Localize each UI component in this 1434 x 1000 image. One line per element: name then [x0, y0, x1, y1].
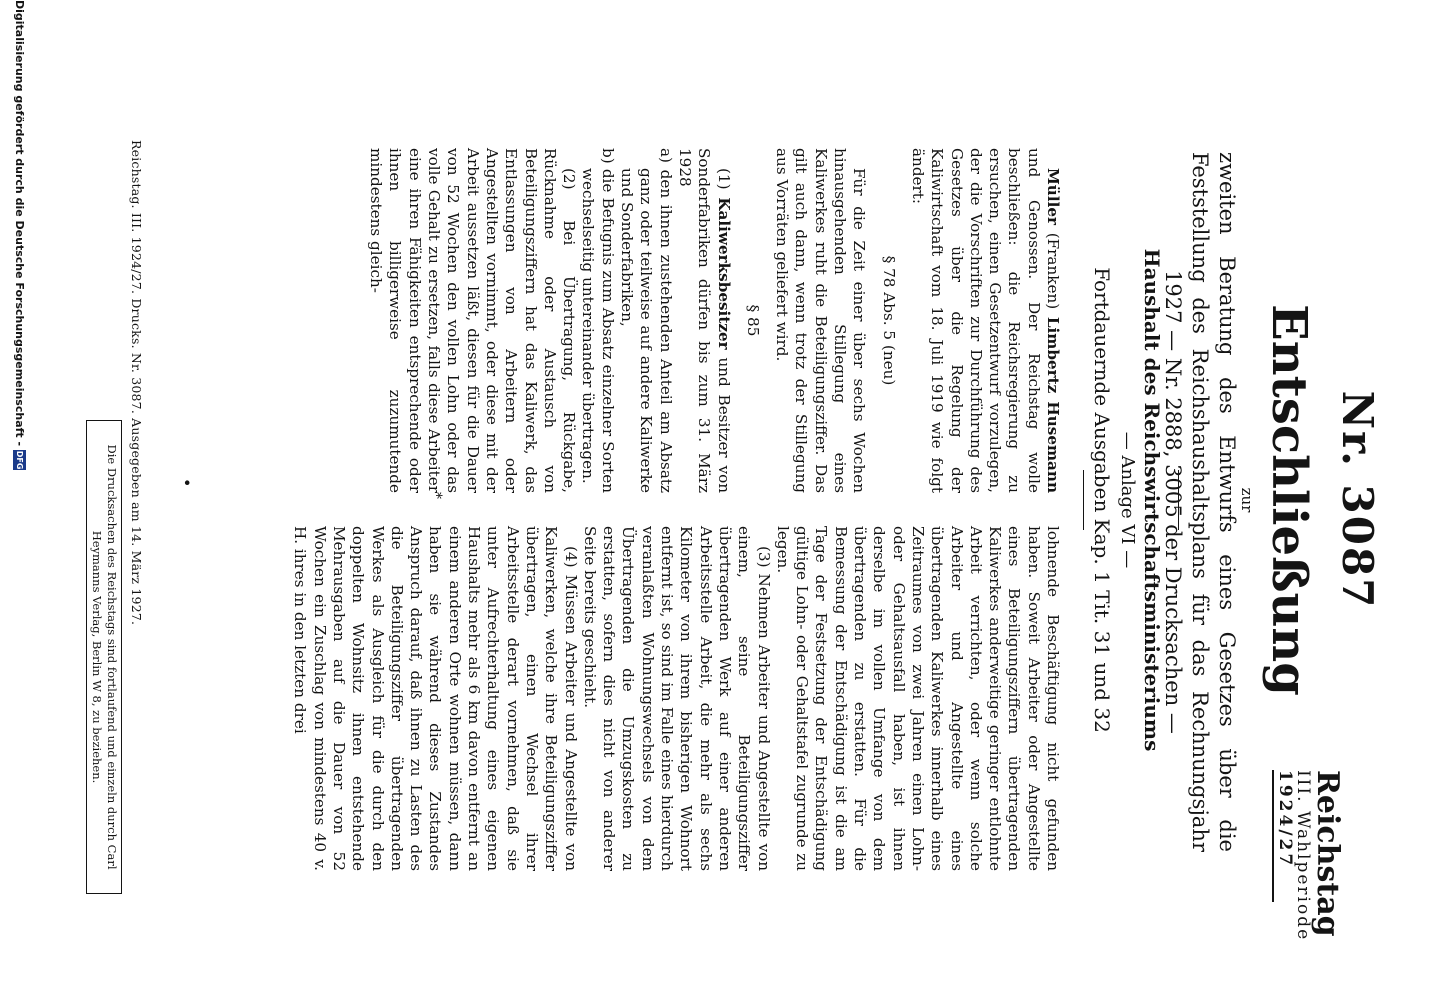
dfg-logo-icon: DFG: [15, 450, 24, 470]
asterisk-mark: *: [428, 492, 444, 499]
document-title: Entschließung: [1261, 304, 1317, 696]
left-column: [366, 148, 1062, 493]
right-column: [290, 526, 1062, 871]
institution-name: Reichstag: [1310, 770, 1345, 937]
annex-label: — Anlage VI —: [1117, 431, 1138, 569]
divider: [1083, 470, 1084, 530]
expenditure-line: Fortdauernde Ausgaben Kap. 1 Tit. 31 und 32: [1090, 267, 1114, 733]
publisher-notice: Die Drucksachen des Reichstags sind fortlaufend und einzeln durch Carl Heymanns Verlag, Berlin W 8, zu beziehen.: [86, 420, 122, 894]
paragraph-85-2: (2) Bei Übertragung, Rückgabe, Rücknahme oder Austausch von Beteiligungsziffern hat das Kaliwerk, das Entlassungen von Arbeitern oder Angestellten vornimmt, oder diese mit der Arbeit aussetzen läßt, diesen für die Dauer von 52 Wochen den vollen Lohn oder das volle Gehalt zu ersetzen, falls diese Arbeiter eine ihren Fähigkeiten entsprechende oder ihnen billigerweise zuzumutende mindestens gleich-: [367, 148, 579, 493]
bullet-mark: •: [177, 478, 196, 488]
legislative-period: III. Wahlperiode: [1293, 770, 1313, 942]
document-subject: zweiten Beratung des Entwurfs eines Gesetzes über die Feststellung des Reichshaushaltsplans für das Rechnungsjahr 1927 — Nr. 2888, 3005 der Drucksachen —: [1161, 152, 1239, 852]
digitization-credit: [13, 0, 26, 1000]
title-connector: zur: [1238, 487, 1256, 513]
list-item-b: b) die Befugnis zum Absatz einzelner Sorten wechselseitig untereinander übertragen.: [579, 148, 617, 493]
paragraph-78: Für die Zeit einer über sechs Wochen hinausgehenden Stillegung eines Kaliwerkes ruht die Beteiligungsziffer. Das gilt auch dann, wenn trotz der Stillegung aus Vorräten geliefert wird.: [773, 148, 869, 493]
paragraph-4: (4) Müssen Arbeiter und Angestellte von Kaliwerken, welche ihre Beteiligungsziffer übertragen, einen Wechsel ihrer Arbeitsstelle derart vornehmen, daß sie unter Aufrechterhaltung eines eigenen Haushalts mehr als 6 km davon entfernt an einem anderen Orte wohnen müssen, dann haben sie während dieses Zustandes Anspruch darauf, daß ihnen zu Lasten des die Beteiligungsziffer übertragenden Werkes als Ausgleich für die durch den doppelten Wohnsitz ihnen entstehende Mehrausgaben auf die Dauer von 52 Wochen ein Zuschlag von mindestens 40 v. H. ihres in den letzten drei: [291, 526, 580, 871]
list-item-a: a) den ihnen zustehenden Anteil am Absatz ganz oder teilweise auf andere Kaliwerke und Sonderfabriken,: [618, 148, 675, 493]
divider: [1178, 470, 1179, 530]
section-heading-78: § 78 Abs. 5 (neu): [879, 255, 898, 386]
paragraph-continued: lohnende Beschäftigung nicht gefunden haben. Soweit Arbeiter oder Angestellte eines Beteiligungsziffern übertragenden Kaliwerkes anderweitige geringer entlohnte Arbeit verrichten, oder wenn solche Arbeiter und Angestellte eines übertragenden Kaliwerkes innerhalb eines Zeitraumes von zwei Jahren einen Lohn- oder Gehaltsausfall haben, ist ihnen derselbe im vollen Umfange von dem übertragenden zu erstatten. Für die Bemessung der Entschädigung ist die am Tage der Festsetzung der Entschädigung gültige Lohn- oder Gehaltstafel zugrunde zu legen.: [773, 526, 1062, 871]
section-heading-85: § 85: [743, 304, 762, 337]
reichstag-header: [1272, 770, 1345, 970]
document-number: Nr. 3087: [1333, 390, 1382, 610]
issue-line: Reichstag. III. 1924/27. Drucks. Nr. 3087. Ausgegeben am 14. März 1927.: [129, 140, 144, 626]
paragraph-3: (3) Nehmen Arbeiter und Angestellte von einem, seine Beteiligungsziffer übertragenden Werk auf einer anderen Arbeitsstelle Arbeit, die mehr als sechs Kilometer von ihrem bisherigen Wohnort entfernt ist, so sind im Falle eines hierdurch veranlaßten Wohnungswechsels von dem Übertragenden die Umzugskosten zu erstatten, sofern dies nicht von anderer Seite bereits geschieht.: [580, 526, 773, 871]
digitization-text: Digitalisierung gefördert durch die Deutsche Forschungsgemeinschaft -: [13, 0, 26, 447]
paragraph-85-1: (1) Kaliwerksbesitzer und Besitzer von Sonderfabriken dürfen bis zum 31. März 1928: [675, 148, 733, 493]
period-years: 1924/27: [1272, 770, 1294, 902]
motion-intro: Müller (Franken) Limbertz Husemann und Genossen. Der Reichstag wolle beschließen: die Reichsregierung zu ersuchen, einen Gesetzentwurf vorzulegen, der die Vorschriften zur Durchführung des Gesetzes über die Regelung der Kaliwirtschaft vom 18. Juli 1919 wie folgt ändert:: [908, 148, 1062, 493]
budget-heading: Haushalt des Reichswirtschaftsministeriums: [1140, 248, 1164, 752]
